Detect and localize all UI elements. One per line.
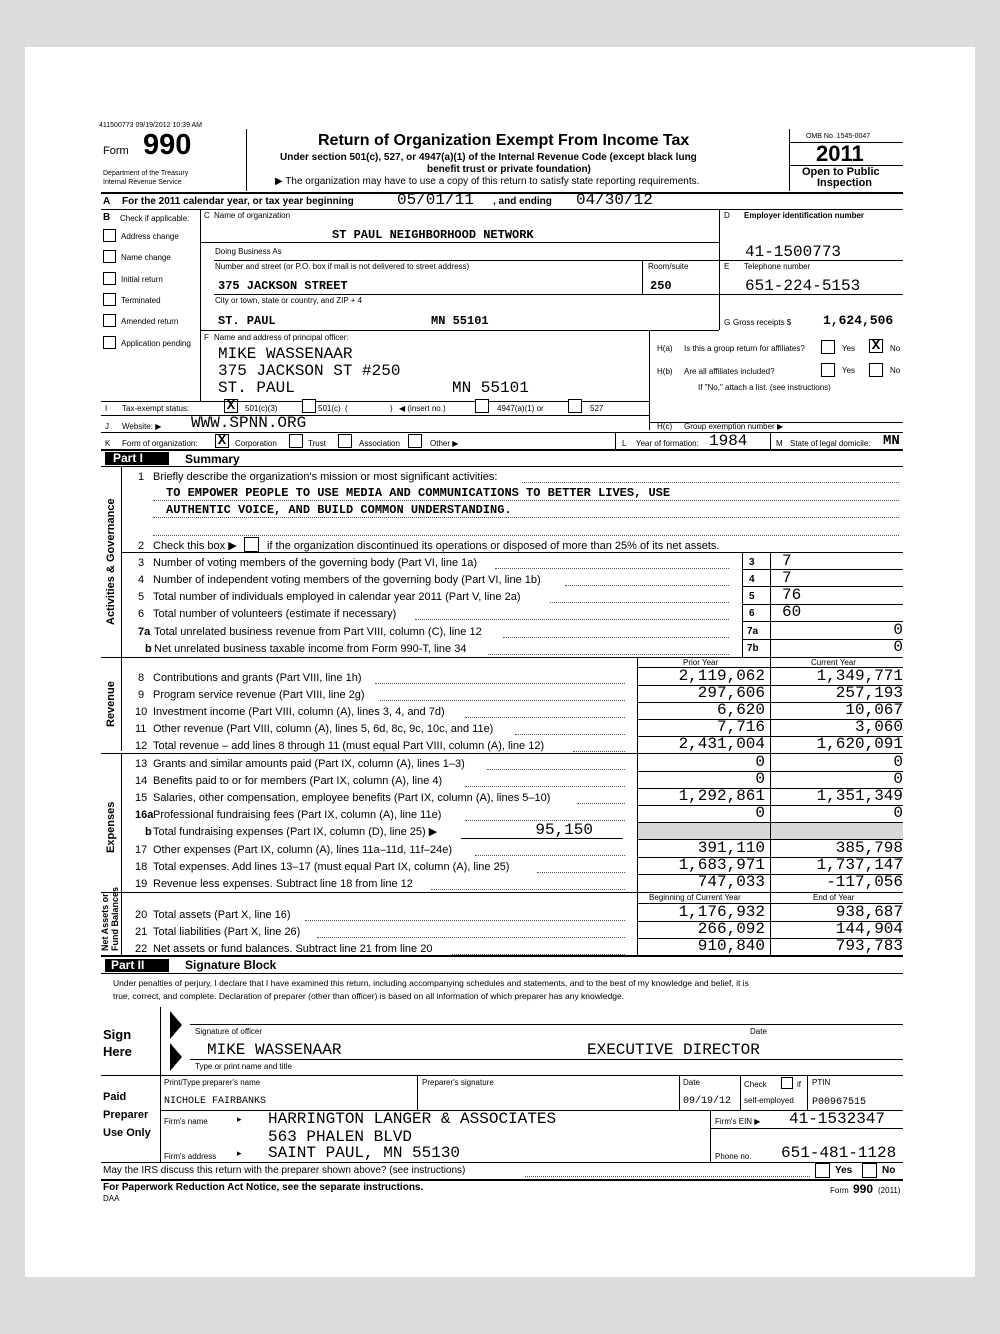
- line13-current: 0: [893, 753, 903, 771]
- line14-text: Benefits paid to or for members (Part IX, column (A), line 4): [153, 775, 443, 787]
- line18-current: 1,737,147: [816, 856, 903, 874]
- corporation-label: Corporation: [235, 439, 277, 448]
- boy-header: Beginning of Current Year: [649, 893, 741, 902]
- firm-address-label: Firm's address: [164, 1152, 217, 1161]
- room-label: Room/suite: [648, 262, 689, 271]
- tax-year: 2011: [816, 141, 864, 166]
- form-number: 990: [143, 129, 192, 161]
- line17-text: Other expenses (Part IX, column (A), lines 11a–11d, 11f–24e): [153, 844, 452, 856]
- street-label: Number and street (or P.O. box if mail is not delivered to street address): [215, 262, 470, 271]
- form-subtitle1: Under section 501(c), 527, or 4947(a)(1) of the Internal Revenue Code (except black lung: [280, 152, 697, 163]
- side-label-net-assets-1: Net Assets or: [100, 893, 110, 951]
- irs-discuss-no-label: No: [882, 1165, 896, 1176]
- line21-prior: 266,092: [697, 920, 765, 938]
- line16b-num: b: [145, 826, 152, 838]
- line1-text: Briefly describe the organization's mission or most significant activities:: [153, 471, 498, 483]
- year-formation-value: 1984: [709, 432, 748, 450]
- room-suite: 250: [650, 279, 672, 293]
- initial-return-checkbox[interactable]: [103, 272, 116, 285]
- hb-text: Are all affiliates included?: [684, 367, 775, 376]
- firm-ein: 41-1532347: [789, 1110, 886, 1128]
- line20-text: Total assets (Part X, line 16): [153, 909, 291, 921]
- perjury-line1: Under penalties of perjury, I declare that I have examined this return, including accompanying schedules and statements, and to the best of my knowledge and belief, it is: [113, 978, 749, 988]
- org-name-label: Name of organization: [214, 211, 291, 220]
- self-employed-checkbox[interactable]: [781, 1077, 793, 1089]
- line20-num: 20: [135, 909, 148, 921]
- hb-yes-checkbox[interactable]: [821, 363, 835, 377]
- dept-line1: Department of the Treasury: [103, 170, 189, 177]
- line8-current: 1,349,771: [816, 667, 903, 685]
- 501c-paren-open: (: [345, 404, 348, 413]
- side-label-expenses: Expenses: [105, 801, 117, 853]
- preparer-name: NICHOLE FAIRBANKS: [164, 1096, 267, 1107]
- line-i-text: Tax-exempt status:: [122, 404, 190, 413]
- officer-label: Name and address of principal officer:: [214, 333, 349, 342]
- preparer-name-label: Print/Type preparer's name: [164, 1078, 261, 1087]
- if-label: if: [797, 1080, 801, 1089]
- firm-ein-label: Firm's EIN ▶: [715, 1117, 761, 1126]
- phone-label: Telephone number: [744, 262, 811, 271]
- form-subtitle3: ▶ The organization may have to use a copy of this return to satisfy state reporting requirements.: [275, 176, 700, 187]
- line7a-box: 7a: [747, 626, 759, 637]
- line-i-label: I: [105, 404, 108, 413]
- line9-current: 257,193: [835, 684, 903, 702]
- perjury-line2: true, correct, and complete. Declaration of preparer (other than officer) is based on all information of which preparer has any knowledge.: [113, 991, 625, 1001]
- line14-current: 0: [893, 770, 903, 788]
- tax-year-begin: 05/01/11: [397, 191, 474, 209]
- irs-discuss-yes-checkbox[interactable]: [815, 1163, 830, 1178]
- firm-address-line1: 563 PHALEN BLVD: [268, 1128, 413, 1146]
- line15-num: 15: [135, 792, 148, 804]
- section-b-title: Check if applicable:: [120, 214, 190, 223]
- gross-receipts-label: Gross receipts $: [733, 318, 792, 327]
- line10-current: 10,067: [845, 701, 903, 719]
- officer-signature-line[interactable]: [190, 1024, 903, 1025]
- insert-no-label: ◀ (insert no.): [399, 404, 446, 413]
- line-j-label: J: [105, 422, 109, 431]
- line3-text: Number of voting members of the governing body (Part VI, line 1a): [153, 557, 478, 569]
- line9-text: Program service revenue (Part VIII, line 2g): [153, 689, 365, 701]
- 501c-checkbox[interactable]: [302, 399, 316, 413]
- line3-num: 3: [138, 557, 145, 569]
- address-change-checkbox[interactable]: [103, 229, 116, 242]
- hc-label: H(c): [657, 422, 673, 431]
- line7b-text: Net unrelated business taxable income from Form 990-T, line 34: [154, 643, 467, 655]
- line7b-num: b: [145, 643, 152, 655]
- line12-prior: 2,431,004: [678, 735, 765, 753]
- footer-form-label: Form: [830, 1186, 849, 1195]
- line16b-value: 95,150: [535, 821, 593, 839]
- terminated-checkbox[interactable]: [103, 293, 116, 306]
- line20-current: 938,687: [835, 903, 903, 921]
- amended-return-label: Amended return: [121, 317, 179, 326]
- line11-text: Other revenue (Part VIII, column (A), lines 5, 6d, 8c, 9c, 10c, and 11e): [153, 723, 494, 735]
- officer-printed-name: MIKE WASSENAAR: [207, 1041, 342, 1059]
- mission-line1: TO EMPOWER PEOPLE TO USE MEDIA AND COMMUNICATIONS TO BETTER LIVES, USE: [166, 486, 671, 500]
- officer-signature-label: Signature of officer: [195, 1027, 263, 1036]
- line12-num: 12: [135, 740, 148, 752]
- omb-number: OMB No. 1545-0047: [806, 133, 871, 140]
- side-label-revenue: Revenue: [105, 681, 117, 727]
- line3-box: 3: [749, 557, 755, 568]
- line21-num: 21: [135, 926, 148, 938]
- c-label: C: [204, 211, 210, 220]
- eoy-header: End of Year: [813, 893, 855, 902]
- city-label: City or town, state or country, and ZIP + 4: [215, 296, 363, 305]
- paid-label-1: Paid: [103, 1091, 127, 1103]
- line11-num: 11: [135, 723, 147, 735]
- ein-value: 41-1500773: [745, 243, 842, 261]
- side-label-net-assets-2: Fund Balances: [110, 886, 120, 951]
- e-label: E: [724, 262, 730, 271]
- preparer-signature-label: Preparer's signature: [422, 1078, 494, 1087]
- sign-arrow-2-icon: [170, 1043, 182, 1071]
- line14-num: 14: [135, 775, 148, 787]
- footer-form-year: (2011): [878, 1186, 901, 1195]
- hb-label: H(b): [657, 367, 673, 376]
- firm-name: HARRINGTON LANGER & ASSOCIATES: [268, 1110, 557, 1128]
- 501c3-checkbox[interactable]: X: [224, 399, 238, 413]
- line15-current: 1,351,349: [816, 787, 903, 805]
- initial-return-label: Initial return: [121, 275, 163, 284]
- paid-label-3: Use Only: [103, 1127, 151, 1139]
- line4-text: Number of independent voting members of the governing body (Part VI, line 1b): [153, 574, 541, 586]
- firm-phone: 651-481-1128: [781, 1144, 897, 1162]
- line15-prior: 1,292,861: [678, 787, 765, 805]
- officer-street: 375 JACKSON ST #250: [218, 362, 401, 380]
- sign-label-2: Here: [103, 1044, 132, 1059]
- association-label: Association: [359, 439, 400, 448]
- form-title: Return of Organization Exempt From Income Tax: [318, 132, 690, 149]
- line-a-and-ending: , and ending: [493, 196, 552, 207]
- line19-text: Revenue less expenses. Subtract line 18 from line 12: [153, 878, 413, 890]
- 501c-paren-close: ): [390, 404, 393, 413]
- line22-num: 22: [135, 943, 148, 955]
- trust-label: Trust: [308, 439, 326, 448]
- 527-checkbox[interactable]: [568, 399, 582, 413]
- line7b-box: 7b: [747, 643, 759, 654]
- line18-num: 18: [135, 861, 148, 873]
- line8-text: Contributions and grants (Part VIII, line 1h): [153, 672, 362, 684]
- dept-line2: Internal Revenue Service: [103, 179, 182, 186]
- line9-num: 9: [138, 689, 145, 701]
- line14-prior: 0: [755, 770, 765, 788]
- 4947-checkbox[interactable]: [475, 399, 489, 413]
- ha-no-label: No: [890, 344, 901, 353]
- org-state-zip: MN 55101: [431, 314, 489, 328]
- domicile-value: MN: [883, 433, 900, 449]
- 501c-label: 501(c): [318, 404, 341, 413]
- line19-num: 19: [135, 878, 148, 890]
- amended-return-checkbox[interactable]: [103, 314, 116, 327]
- line17-current: 385,798: [835, 839, 903, 857]
- line19-current: -117,056: [826, 873, 903, 891]
- line16b-text: Total fundraising expenses (Part IX, column (D), line 25) ▶: [153, 826, 438, 838]
- line22-prior: 910,840: [697, 937, 765, 955]
- officer-name: MIKE WASSENAAR: [218, 345, 353, 363]
- line17-num: 17: [135, 844, 148, 856]
- footer-form-number: 990: [853, 1182, 874, 1196]
- ha-text: Is this a group return for affiliates?: [684, 344, 805, 353]
- m-label: M: [776, 439, 783, 448]
- line22-text: Net assets or fund balances. Subtract line 21 from line 20: [153, 943, 433, 955]
- line20-prior: 1,176,932: [678, 903, 765, 921]
- officer-type-label: Type or print name and title: [195, 1062, 292, 1071]
- line22-current: 793,783: [835, 937, 903, 955]
- hb-no-checkbox[interactable]: [869, 363, 883, 377]
- firm-address-line2: SAINT PAUL, MN 55130: [268, 1144, 461, 1162]
- firm-name-arrow-icon: ▸: [237, 1114, 242, 1124]
- other-label: Other ▶: [430, 439, 459, 448]
- line2-num: 2: [138, 540, 145, 552]
- name-change-checkbox[interactable]: [103, 250, 116, 263]
- line17-prior: 391,110: [697, 839, 765, 857]
- sign-label-1: Sign: [103, 1027, 132, 1042]
- side-label-governance: Activities & Governance: [105, 498, 117, 625]
- line9-prior: 297,606: [697, 684, 765, 702]
- org-city: ST. PAUL: [218, 314, 276, 328]
- self-employed-label: self-employed: [744, 1096, 794, 1105]
- street-address: 375 JACKSON STREET: [218, 279, 348, 293]
- website-value[interactable]: WWW.SPNN.ORG: [191, 414, 307, 432]
- line8-num: 8: [138, 672, 145, 684]
- preparer-date-label: Date: [683, 1078, 700, 1087]
- line6-num: 6: [138, 608, 145, 620]
- f-label: F: [204, 333, 209, 342]
- gross-receipts-value: 1,624,506: [823, 313, 894, 328]
- sign-arrow-1-icon: [170, 1011, 182, 1039]
- line7b-value: 0: [893, 638, 903, 656]
- line7a-num: 7a: [138, 626, 151, 638]
- website-label: Website: ▶: [122, 422, 162, 431]
- irs-discuss-no-checkbox[interactable]: [862, 1163, 877, 1178]
- ein-label: Employer identification number: [744, 211, 865, 220]
- 4947-label: 4947(a)(1) or: [497, 404, 544, 413]
- line18-text: Total expenses. Add lines 13–17 (must equal Part IX, column (A), line 25): [153, 861, 510, 873]
- line10-text: Investment income (Part VIII, column (A), lines 3, 4, and 7d): [153, 706, 445, 718]
- part2-title: Signature Block: [185, 958, 277, 972]
- 501c3-label: 501(c)(3): [245, 404, 278, 413]
- line6-text: Total number of volunteers (estimate if necessary): [153, 608, 397, 620]
- line21-current: 144,904: [835, 920, 903, 938]
- line7a-value: 0: [893, 621, 903, 639]
- application-pending-checkbox[interactable]: [103, 336, 116, 349]
- part2-tag: Part II: [105, 959, 169, 972]
- line5-box: 5: [749, 591, 755, 602]
- line5-num: 5: [138, 591, 145, 603]
- prior-year-header: Prior Year: [683, 658, 719, 667]
- ptin-label: PTIN: [812, 1078, 831, 1087]
- preparer-ptin: P00967515: [812, 1097, 867, 1108]
- officer-date-label: Date: [750, 1027, 767, 1036]
- line13-prior: 0: [755, 753, 765, 771]
- firm-phone-label: Phone no.: [715, 1152, 752, 1161]
- daa-label: DAA: [103, 1194, 120, 1203]
- domicile-label: State of legal domicile:: [790, 439, 871, 448]
- officer-city: ST. PAUL: [218, 379, 295, 397]
- check-label: Check: [744, 1080, 767, 1089]
- line8-prior: 2,119,062: [678, 667, 765, 685]
- ha-yes-checkbox[interactable]: [821, 340, 835, 354]
- paperwork-notice: For Paperwork Reduction Act Notice, see the separate instructions.: [103, 1182, 424, 1193]
- hb-no-label: No: [890, 366, 901, 375]
- line18-prior: 1,683,971: [678, 856, 765, 874]
- hb-yes-label: Yes: [842, 366, 856, 375]
- ha-no-checkbox[interactable]: X: [869, 339, 883, 353]
- other-checkbox[interactable]: [408, 434, 422, 448]
- paid-label-2: Preparer: [103, 1109, 149, 1121]
- hb-note: If "No," attach a list. (see instructions): [698, 383, 831, 392]
- line5-value: 76: [782, 586, 802, 604]
- open-public-1: Open to Public: [802, 166, 880, 178]
- part1-tag: Part I: [105, 452, 169, 465]
- open-public-2: Inspection: [817, 177, 873, 189]
- ha-label: H(a): [657, 344, 673, 353]
- line10-num: 10: [135, 706, 148, 718]
- line19-prior: 747,033: [697, 873, 765, 891]
- line16a-num: 16a: [135, 809, 154, 821]
- irs-discuss-question: May the IRS discuss this return with the preparer shown above? (see instructions): [103, 1165, 466, 1176]
- line5-text: Total number of individuals employed in calendar year 2011 (Part V, line 2a): [153, 591, 521, 603]
- line11-prior: 7,716: [716, 718, 765, 736]
- preparer-date: 09/19/12: [683, 1096, 732, 1107]
- address-change-label: Address change: [121, 232, 179, 241]
- line15-text: Salaries, other compensation, employee benefits (Part IX, column (A), lines 5–10): [153, 792, 551, 804]
- discontinued-checkbox[interactable]: [244, 537, 259, 552]
- line3-value: 7: [782, 552, 792, 570]
- mission-line2: AUTHENTIC VOICE, AND BUILD COMMON UNDERSTANDING.: [166, 503, 512, 517]
- line10-prior: 6,620: [716, 701, 765, 719]
- corporation-checkbox[interactable]: X: [215, 434, 229, 448]
- year-formation-label: Year of formation:: [636, 439, 699, 448]
- ha-yes-label: Yes: [842, 344, 856, 353]
- top-stamp: 411500773 09/19/2012 10:39 AM: [99, 122, 203, 129]
- officer-printed-title: EXECUTIVE DIRECTOR: [587, 1041, 760, 1059]
- dba-label: Doing Business As: [215, 247, 282, 256]
- line-k-label: K: [105, 439, 111, 448]
- firm-name-label: Firm's name: [164, 1117, 208, 1126]
- tax-year-end: 04/30/12: [576, 191, 653, 209]
- current-year-header: Current Year: [811, 658, 856, 667]
- org-name: ST PAUL NEIGHBORHOOD NETWORK: [332, 228, 534, 242]
- form-subtitle2: benefit trust or private foundation): [427, 164, 591, 175]
- line16a-current: 0: [893, 804, 903, 822]
- section-b-label: B: [103, 212, 111, 223]
- line-k-text: Form of organization:: [122, 439, 198, 448]
- l-label: L: [622, 439, 627, 448]
- line1-num: 1: [138, 471, 145, 483]
- line7a-text: Total unrelated business revenue from Part VIII, column (C), line 12: [154, 626, 482, 638]
- line6-value: 60: [782, 603, 802, 621]
- application-pending-label: Application pending: [121, 339, 191, 348]
- line-a-label: A: [103, 196, 111, 207]
- hc-text: Group exemption number ▶: [684, 422, 784, 431]
- line16a-prior: 0: [755, 804, 765, 822]
- form-page: [25, 47, 975, 1277]
- line6-box: 6: [749, 608, 755, 619]
- firm-address-arrow-icon: ▸: [237, 1148, 242, 1158]
- line-a-text: For the 2011 calendar year, or tax year beginning: [122, 196, 354, 207]
- d-label: D: [724, 211, 730, 220]
- line2-text-b: if the organization discontinued its operations or disposed of more than 25% of its net assets.: [267, 540, 720, 552]
- form-label: Form: [103, 145, 129, 157]
- trust-checkbox[interactable]: [289, 434, 303, 448]
- line4-box: 4: [749, 574, 755, 585]
- phone-value: 651-224-5153: [745, 277, 861, 295]
- g-label: G: [724, 318, 731, 327]
- 527-label: 527: [590, 404, 604, 413]
- terminated-label: Terminated: [121, 296, 161, 305]
- line16a-text: Professional fundraising fees (Part IX, column (A), line 11e): [153, 809, 442, 821]
- line12-text: Total revenue – add lines 8 through 11 (must equal Part VIII, column (A), line 12): [153, 740, 545, 752]
- line2-text-a: Check this box ▶: [153, 540, 237, 552]
- part1-title: Summary: [185, 452, 240, 466]
- name-change-label: Name change: [121, 253, 171, 262]
- officer-state-zip: MN 55101: [452, 379, 529, 397]
- line4-value: 7: [782, 569, 792, 587]
- line13-num: 13: [135, 758, 148, 770]
- association-checkbox[interactable]: [338, 434, 352, 448]
- irs-discuss-yes-label: Yes: [835, 1165, 853, 1176]
- line21-text: Total liabilities (Part X, line 26): [153, 926, 301, 938]
- line13-text: Grants and similar amounts paid (Part IX, column (A), lines 1–3): [153, 758, 465, 770]
- line12-current: 1,620,091: [816, 735, 903, 753]
- line11-current: 3,060: [854, 718, 903, 736]
- line4-num: 4: [138, 574, 145, 586]
